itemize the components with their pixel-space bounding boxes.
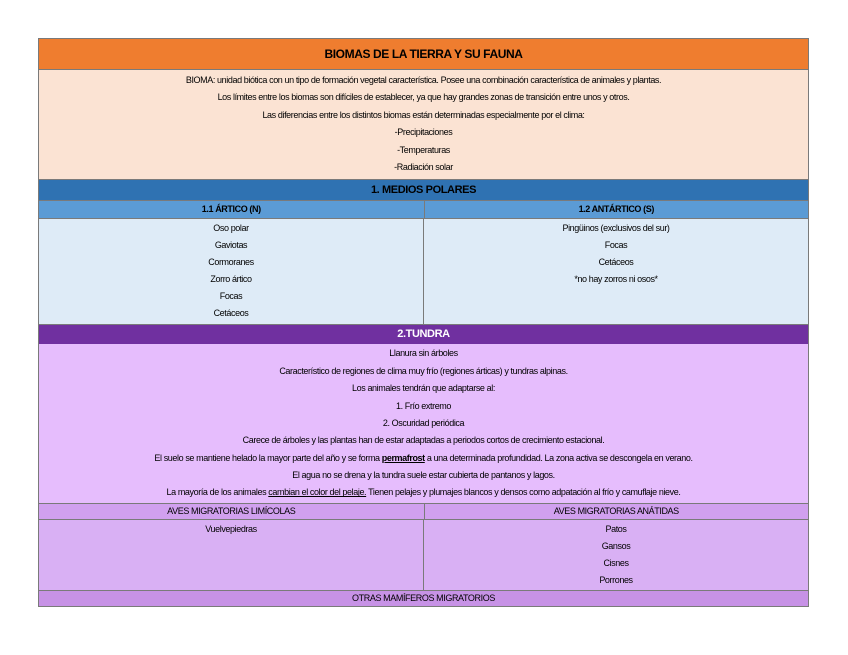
- section-tundra-header: [38, 324, 809, 344]
- page-title: BIOMAS DE LA TIERRA Y SU FAUNA: [324, 47, 523, 61]
- intro-block: [38, 70, 809, 179]
- biomes-table: [38, 38, 809, 607]
- soil-text-post: a una determinada profundidad. La zona activa se descongela en verano.: [424, 452, 693, 463]
- list-item: Zorro ártico: [210, 274, 252, 285]
- fur-text-pre: La mayoría de los animales: [166, 487, 269, 498]
- list-item: *no hay zorros ni osos*: [574, 274, 658, 285]
- tundra-line: Carece de árboles y las plantas han de estar adaptadas a periodos cortos de crecimiento estacional.: [242, 435, 605, 446]
- list-item: Cormoranes: [208, 257, 254, 268]
- other-mammals-row: [38, 590, 809, 607]
- tundra-line: 1. Frío extremo: [395, 400, 452, 411]
- limicolas-list: [39, 520, 423, 590]
- list-item: Patos: [605, 523, 627, 534]
- tundra-line: Característico de regiones de clima muy frío (regiones árticas) y tundras alpinas.: [279, 365, 568, 376]
- list-item: Cetáceos: [213, 308, 249, 319]
- other-mammals-heading: OTRAS MAMÍFEROS MIGRATORIOS: [352, 592, 495, 603]
- antarctic-heading: 1.2 ANTÁRTICO (S): [424, 201, 809, 218]
- arctic-heading: 1.1 ÁRTICO (N): [201, 204, 261, 215]
- limicolas-heading: AVES MIGRATORIAS LIMÍCOLAS: [167, 505, 296, 516]
- polar-subheaders: [38, 200, 809, 218]
- list-item: Focas: [604, 240, 628, 251]
- intro-line: BIOMA: unidad biótica con un tipo de formación vegetal característica. Posee una combinación característica de animales y plantas.: [185, 75, 662, 85]
- antarctic-list: [423, 219, 808, 324]
- list-item: Oso polar: [213, 223, 249, 234]
- migratory-headers: [38, 503, 809, 519]
- permafrost-term: permafrost: [381, 452, 425, 463]
- fur-text-underline: cambian el color del pelaje.: [268, 487, 367, 498]
- intro-line: -Precipitaciones: [394, 127, 453, 138]
- section-polar-header: [38, 179, 809, 200]
- tundra-block: [38, 344, 809, 503]
- intro-line: Las diferencias entre los distintos biomas están determinadas especialmente por el clima:: [262, 109, 585, 120]
- list-item: Focas: [219, 291, 243, 302]
- section-heading: 1. MEDIOS POLARES: [370, 184, 477, 197]
- tundra-line: Llanura sin árboles: [389, 348, 458, 359]
- tundra-line: El agua no se drena y la tundra suele estar cubierta de pantanos y lagos.: [292, 470, 555, 481]
- tundra-soil-line: [39, 450, 808, 467]
- intro-line: -Radiación solar: [394, 161, 453, 172]
- intro-line: Los límites entre los biomas son difíciles de establecer, ya que hay grandes zonas de transición entre unos y otros.: [217, 92, 630, 103]
- tundra-line: Los animales tendrán que adaptarse al:: [352, 383, 495, 394]
- polar-animals: [38, 218, 809, 324]
- arctic-list: [39, 219, 423, 324]
- list-item: Gansos: [601, 540, 631, 551]
- tundra-fur-line: [39, 484, 808, 501]
- title-row: [38, 38, 809, 70]
- list-item: Porrones: [599, 574, 633, 585]
- soil-text-pre: El suelo se mantiene helado la mayor parte del año y se forma: [154, 452, 382, 463]
- tundra-line: 2. Oscuridad periódica: [382, 417, 465, 428]
- anatidas-heading: AVES MIGRATORIAS ANÁTIDAS: [424, 504, 809, 519]
- list-item: Gaviotas: [214, 240, 248, 251]
- list-item: Cetáceos: [598, 257, 634, 268]
- fur-text-post: Tienen pelajes y plumajes blancos y densos como adpatación al frío y camuflaje nieve.: [366, 487, 681, 498]
- anatidas-list: [423, 520, 808, 590]
- intro-line: -Temperaturas: [397, 144, 450, 155]
- list-item: Pingüinos (exclusivos del sur): [562, 223, 670, 234]
- migratory-birds: [38, 519, 809, 590]
- list-item: Vuelvepiedras: [205, 523, 257, 534]
- list-item: Cisnes: [603, 557, 629, 568]
- section-heading: 2.TUNDRA: [397, 328, 450, 341]
